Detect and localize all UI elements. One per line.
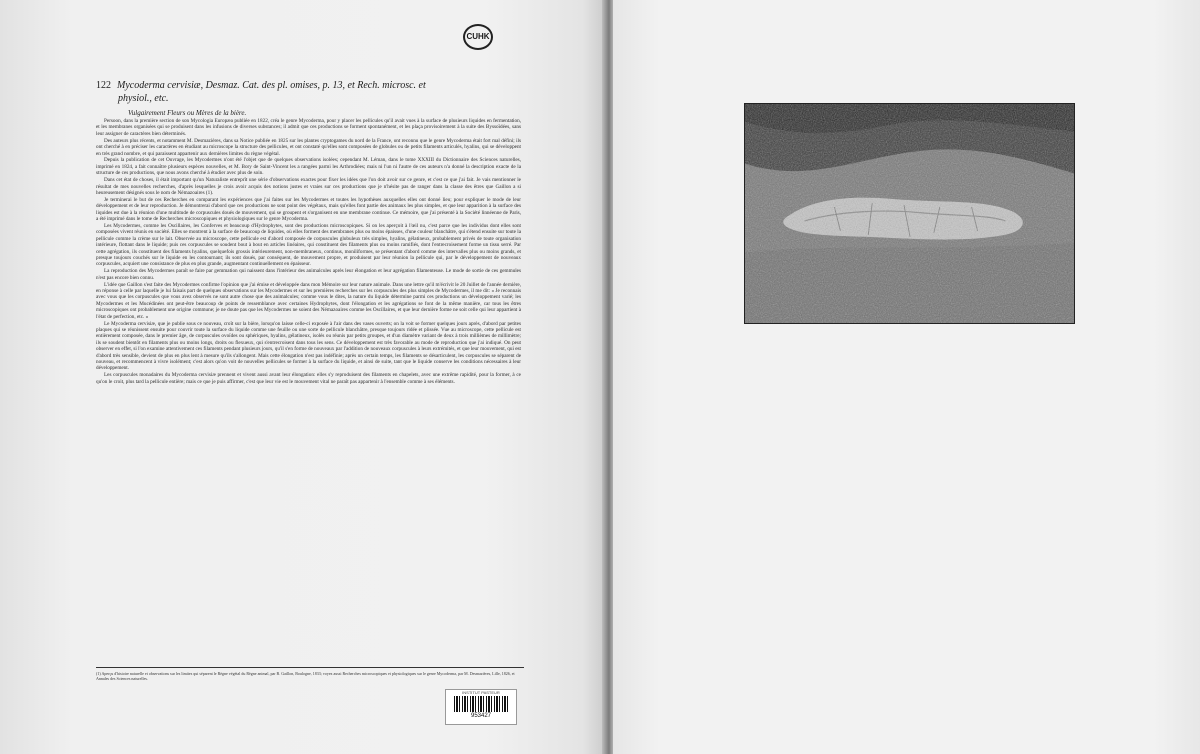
barcode-label [445,689,517,725]
paragraph: Les corpuscules monadaires du Mycoderma cervisiæ prennent et vivent aussi avant leur élongation: elles s'y reproduisent des filaments en chapelets, avec une extrême rapidité, pour la former, à ce qu'on le croit, plus tard la pellicule entière; mais ce que je puis affirmer, c'est que leur vie est le mouvement vital ne paraît pas appartenir à l'ensemble comme à ses éléments. [96,372,521,385]
paragraph: Les Mycodermes, comme les Oscillaires, les Conferves et beaucoup d'Hydrophytes, sont des productions microscopiques. Si on les aperçoit à l'œil nu, c'est parce que les individus dont elles sont composées vivent réunis en société. Elles se montrent à la surface de beaucoup de liquides, où elles forment des membranes plus ou moins épaisses, d'une couleur blanchâtre, qui s'étend ensuite sur toute la pellicule comme la crème sur le lait. Observée au microscope, cette pellicule est d'abord composée de corpuscules globuleux très simples, hyalins, gélatineux, probablement privés de toute organisation intérieure, flottant dans le liquide; puis ces corpuscules se soudent bout à bout en articles linéaires, qui constituent des filaments plus ou moins ramifiés, dont l'entrecroisement forme un tissu serré. Par cette agrégation, ils constituent des filaments hyalins, quelquefois grossis intérieurement, non-membraneux, continus, moniliformes, se présentant d'abord comme des intervalles plus ou moins grands, et presque toujours couchés sur le liquide en les contournant; ils sont doués, par conséquent, de mouvement propre, et produisent par leur réunion la pellicule qui, par le développement de nouveaux corpuscules, acquiert une consistance de plus en plus grande, augmentant continuellement en épaisseur. [96,223,521,268]
paragraph: Depuis la publication de cet Ouvrage, les Mycodermes n'ont été l'objet que de quelques observations isolées; cependant M. Léman, dans le tome XXXIII du Dictionnaire des Sciences naturelles, imprimé en 1824, a fait connaître plusieurs espèces nouvelles, et M. Bory de Saint-Vincent les a rangées parmi les Arthrodiées; mais ni l'un ni l'autre de ces auteurs n'a donné la description exacte de la structure de ces productions, que nous avons cherché à étudier avec plus de soin. [96,157,521,177]
footnote: (1) Aperçu d'histoire naturelle et observations sur les limites qui séparent le Règne végétal du Règne animal, par B. Gaillon, Boulogne, 1833; voyez aussi Recherches microscopiques et physiologiques sur le genre Mycoderma, par M. Desmazières, Lille, 1826, et Annales des Sciences naturelles. [96,671,515,681]
page-header [96,79,526,105]
subheading: Vulgairement Fleurs ou Mères de la bière. [128,109,247,117]
paragraph: L'idée que Gaillon s'est faite des Mycodermes confirme l'opinion que j'ai émise et développée dans mon Mémoire sur leur nature animale. Dans une lettre qu'il m'écrivit le 20 Juillet de l'année dernière, en réponse à celle par laquelle je lui faisais part de quelques observations sur les Mycodermes et sur les premières recherches sur les corpuscules des plus simples de Mycodermes, il me dit: « Je reconnais avec vous que les corpuscules que vous avez observés ne sont autre chose que des animalcules; comme vous le dites, la nature du liquide détermine parmi ces productions un développement varié; les Mycodermes et les Mucédinées ont peut-être beaucoup de points de ressemblance avec certaines Hydrophytes, dont l'élongation et les agrégations se font de la même manière, car tous les êtres microscopiques ont probablement une origine commune; je ne doute pas que les Mycodermes ne soient des Némazoaires comme les Oscillaires, et que leur dernière forme ne soit celle qui leur appartient à l'état de perfection, etc. » [96,281,521,320]
paragraph: La reproduction des Mycodermes paraît se faire par gemmation qui naissent dans l'intérieur des animalcules après leur élongation et leur agrégation filamenteuse. Le mode de sortie de ces gemmules n'est pas encore bien connu. [96,268,521,281]
header-title-continuation: physiol., etc. [118,93,169,104]
barcode-number: 953427 [470,713,492,719]
header-title: Mycoderma cervisiæ, Desmaz. Cat. des pl. omises, p. 13, et Rech. microsc. et [117,80,426,91]
paragraph: Le Mycoderma cervisiæ, que je publie sous ce nouveau, croît sur la bière, lorsqu'on laisse celle-ci exposée à l'air dans des vases ouverts; on la voit se former quelques jours après, d'abord par petites plaques qui se réunissent ensuite pour couvrir toute la surface du liquide comme une feuille ou une sorte de pellicule blanchâtre, presque toujours ridée et plissée. Vue au microscope, cette pellicule est entièrement composée, dans le premier âge, de corpuscules ovoïdes ou sphériques, hyalins, gélatineux, isolés ou réunis par petits groupes, et d'un diamètre variant de deux à trois millièmes de millimètre; ils se soudent bientôt en filaments plus ou moins longs, droits ou flexueux, qui s'entrecroisent dans tous les sens. Ce développement est très favorable au mode de reproduction que j'ai indiqué. On peut observer en effet, si l'on examine attentivement ces filaments pendant plusieurs jours, qu'il s'en forme de nouveaux par l'addition de nouveaux corpuscules à leurs extrémités, et que leur mouvement, qui est d'abord très sensible, devient de plus en plus lent à mesure qu'ils s'allongent. Mais cette élongation n'est pas indéfinie; après un certain temps, les filaments se désarticulent, les corpuscules se séparent de nouveau, et recommencent à vivre isolément; c'est alors qu'on voit de nouvelles pellicules se former à la surface du liquide, et ainsi de suite, tant que le liquide conserve les conditions nécessaires à leur développement. [96,320,521,372]
paragraph: Je terminerai le but de ces Recherches en comparant les expériences que j'ai faites sur les Mycodermes et toutes les hypothèses auxquelles elles ont donné lieu; pour expliquer le mode de leur développement et de leur reproduction. Je démontrerai d'abord que ces productions ne sont point des végétaux, mais qu'elles font partie des animaux les plus simples, et que leur apparition à la surface des liquides est due à la réunion d'une multitude de corpuscules doués de mouvement, qui se groupent et s'organisent en une membrane continue. Ce mémoire, que j'ai présenté à la Société linnéenne de Paris, a été imprimé dans le tome de Recherches microscopiques et physiologiques sur le genre Mycoderma. [96,196,521,223]
barcode-icon [454,696,508,712]
specimen-texture [745,104,1074,323]
footnote-rule [96,667,524,668]
barcode-institution: INSTITUT PASTEUR [462,690,500,695]
library-stamp: CUHK [463,24,493,50]
paragraph: Des auteurs plus récents, et notamment M. Desmazières, dans sa Notice publiée en 1825 sur les plantes cryptogames du nord de la France, ont reconnu que le genre Mycoderma était fort mal défini; ils ont cherché à en préciser les caractères en étudiant au microscope la structure des pellicules, et ont constaté qu'elles sont composées de globules ou de petits filaments articulés, hyalins, qui se développent en très grand nombre, et qui paraissent appartenir aux dernières limites du règne végétal. [96,137,521,157]
specimen-plate-image [744,103,1075,324]
paragraph: Dans cet état de choses, il était important qu'un Naturaliste entreprît une série d'observations exactes pour fixer les idées que l'on doit avoir sur ce genre, et c'est ce que j'ai fait. Je vais mentionner le résultat de mes nouvelles recherches, d'après lesquelles je crois avoir acquis des notions justes et vraies sur ces productions que je n'hésite pas de ranger dans la classe des êtres que Gaillon a si heureusement désignés sous le nom de Némazoaires (1). [96,177,521,196]
body-text [96,118,521,665]
paragraph: Persoon, dans la première section de son Mycologia Europæa publiée en 1822, créa le genre Mycoderma, pour y placer les pellicules qu'il avait vues à la surface de plusieurs liquides en fermentation, et les membranes organisées qui se produisent dans les infusions de diverses substances; il admit que ces productions se forment spontanément, et les plaça provisoirement à la suite des Byssoïdées, sans leur assigner de caractères bien déterminés. [96,118,521,137]
page-number: 122 [96,80,111,91]
